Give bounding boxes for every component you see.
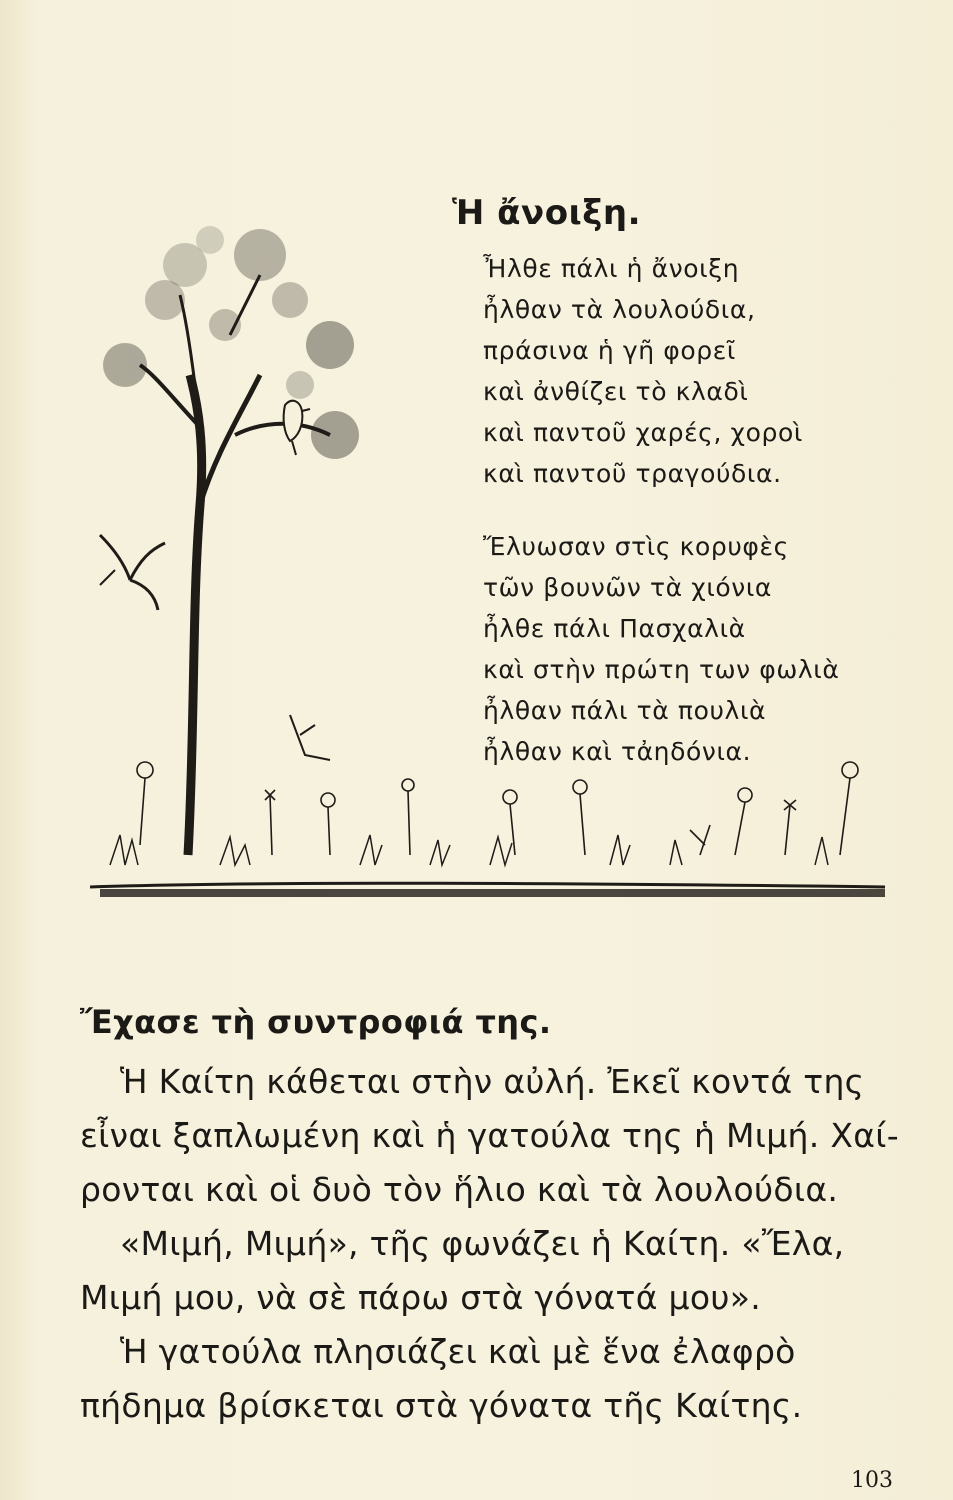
poem-line: καὶ παντοῦ τραγούδια. [483, 459, 782, 488]
poem-line: ἦλθαν τὰ λουλούδια, [483, 295, 756, 324]
story-line: Ἡ Καίτη κάθεται στὴν αὐλή. Ἐκεῖ κοντά της [120, 1062, 865, 1101]
poem-line: ἦλθαν καὶ τἀηδόνια. [483, 737, 752, 766]
poem-line: καὶ στὴν πρώτη των φωλιὰ [483, 655, 840, 684]
poem-line: καὶ ἀνθίζει τὸ κλαδὶ [483, 377, 749, 406]
poem-line: Ἦλθε πάλι ἡ ἄνοιξη [483, 254, 740, 283]
story-line: εἶναι ξαπλωμένη καὶ ἡ γατούλα της ἡ Μιμή. Χαί- [80, 1116, 899, 1155]
story-line: «Μιμή, Μιμή», τῆς φωνάζει ἡ Καίτη. «Ἔλα, [120, 1224, 845, 1263]
poem-line: τῶν βουνῶν τὰ χιόνια [483, 573, 773, 602]
story-title: Ἔχασε τὴ συντροφιά της. [80, 1003, 552, 1041]
page-number: 103 [851, 1468, 893, 1493]
story-line: Ἡ γατούλα πλησιάζει καὶ μὲ ἕνα ἐλαφρὸ [120, 1332, 796, 1371]
poem-line: Ἔλυωσαν στὶς κορυφὲς [483, 532, 789, 561]
story-line: πήδημα βρίσκεται στὰ γόνατα τῆς Καίτης. [80, 1386, 803, 1425]
story-line: Μιμή μου, νὰ σὲ πάρω στὰ γόνατά μου». [80, 1278, 762, 1317]
story-line: ρονται καὶ οἱ δυὸ τὸν ἥλιο καὶ τὰ λουλούδια. [80, 1170, 839, 1209]
poem-line: ἦλθε πάλι Πασχαλιὰ [483, 614, 746, 643]
stanza-gap [483, 494, 839, 526]
story-body [80, 1055, 899, 1433]
poem-title: Ἡ ἄνοιξη. [452, 193, 642, 233]
poem-line: πράσινα ἡ γῆ φορεῖ [483, 336, 736, 365]
poem-body [483, 248, 839, 772]
poem-line: ἦλθαν πάλι τὰ πουλιὰ [483, 696, 767, 725]
poem-line: καὶ παντοῦ χαρές, χοροὶ [483, 418, 803, 447]
